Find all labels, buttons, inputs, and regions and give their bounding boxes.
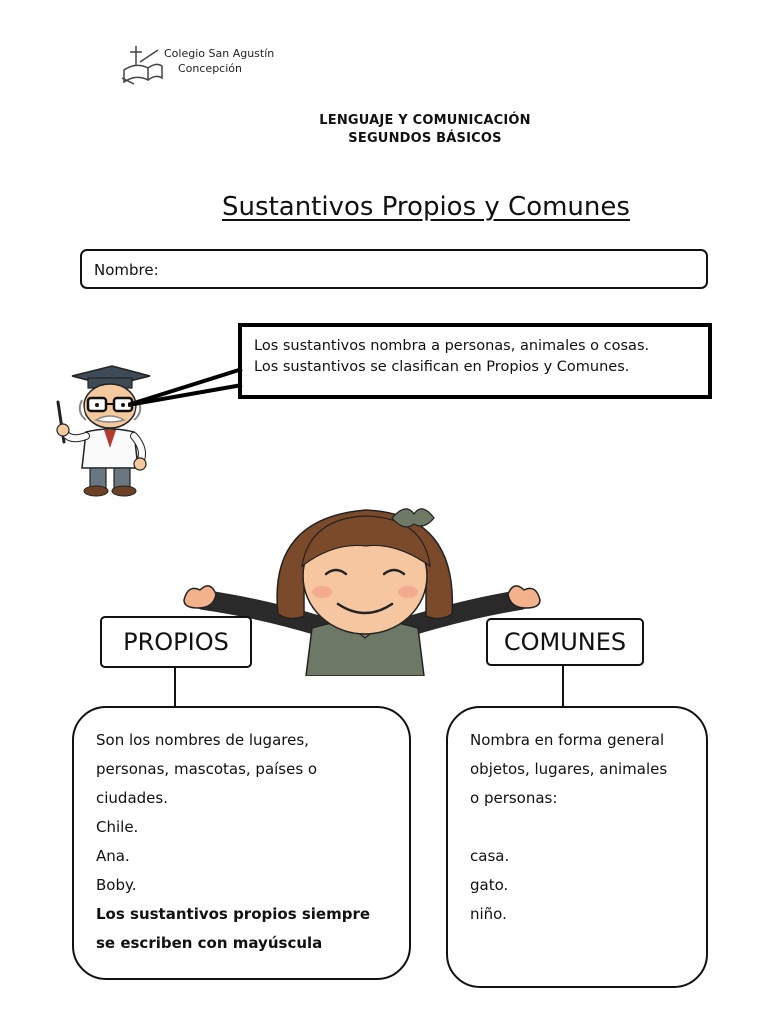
speech-tail <box>128 355 246 415</box>
subject-heading <box>0 112 768 148</box>
comunes-spacer <box>470 813 667 842</box>
speech-line-2: Los sustantivos se clasifican en Propios y Comunes. <box>254 359 630 375</box>
comunes-label: COMUNES <box>486 618 644 666</box>
comunes-connector <box>562 666 564 706</box>
comunes-card <box>446 706 708 988</box>
propios-card <box>72 706 411 980</box>
propios-text <box>96 726 370 958</box>
propios-connector <box>174 668 176 706</box>
propios-example: Chile. <box>96 818 139 836</box>
comunes-example: gato. <box>470 876 509 894</box>
propios-label: PROPIOS <box>100 616 252 668</box>
comunes-example: casa. <box>470 847 510 865</box>
propios-example: Boby. <box>96 876 137 894</box>
propios-line: Son los nombres de lugares, <box>96 731 309 749</box>
propios-line: personas, mascotas, países o <box>96 760 318 778</box>
speech-bubble <box>238 323 712 399</box>
propios-example: Ana. <box>96 847 130 865</box>
page-title: Sustantivos Propios y Comunes <box>222 192 630 222</box>
school-crest-icon <box>118 42 166 86</box>
name-label: Nombre: <box>94 261 159 279</box>
speech-line-1: Los sustantivos nombra a personas, animales o cosas. <box>254 338 650 354</box>
name-field[interactable] <box>80 249 708 289</box>
comunes-line: Nombra en forma general <box>470 731 665 749</box>
subject-title: LENGUAJE Y COMUNICACIÓN <box>319 113 531 128</box>
comunes-line: objetos, lugares, animales <box>470 760 668 778</box>
comunes-text <box>470 726 667 929</box>
comunes-example: niño. <box>470 905 507 923</box>
grade-title: SEGUNDOS BÁSICOS <box>348 131 502 146</box>
school-city: Concepción <box>178 62 242 75</box>
propios-note-line-2: se escriben con mayúscula <box>96 934 323 952</box>
school-name <box>164 46 274 76</box>
propios-note-line-1: Los sustantivos propios siempre <box>96 905 371 923</box>
comunes-line: o personas: <box>470 789 558 807</box>
propios-line: ciudades. <box>96 789 168 807</box>
school-name-text: Colegio San Agustín <box>164 47 275 60</box>
